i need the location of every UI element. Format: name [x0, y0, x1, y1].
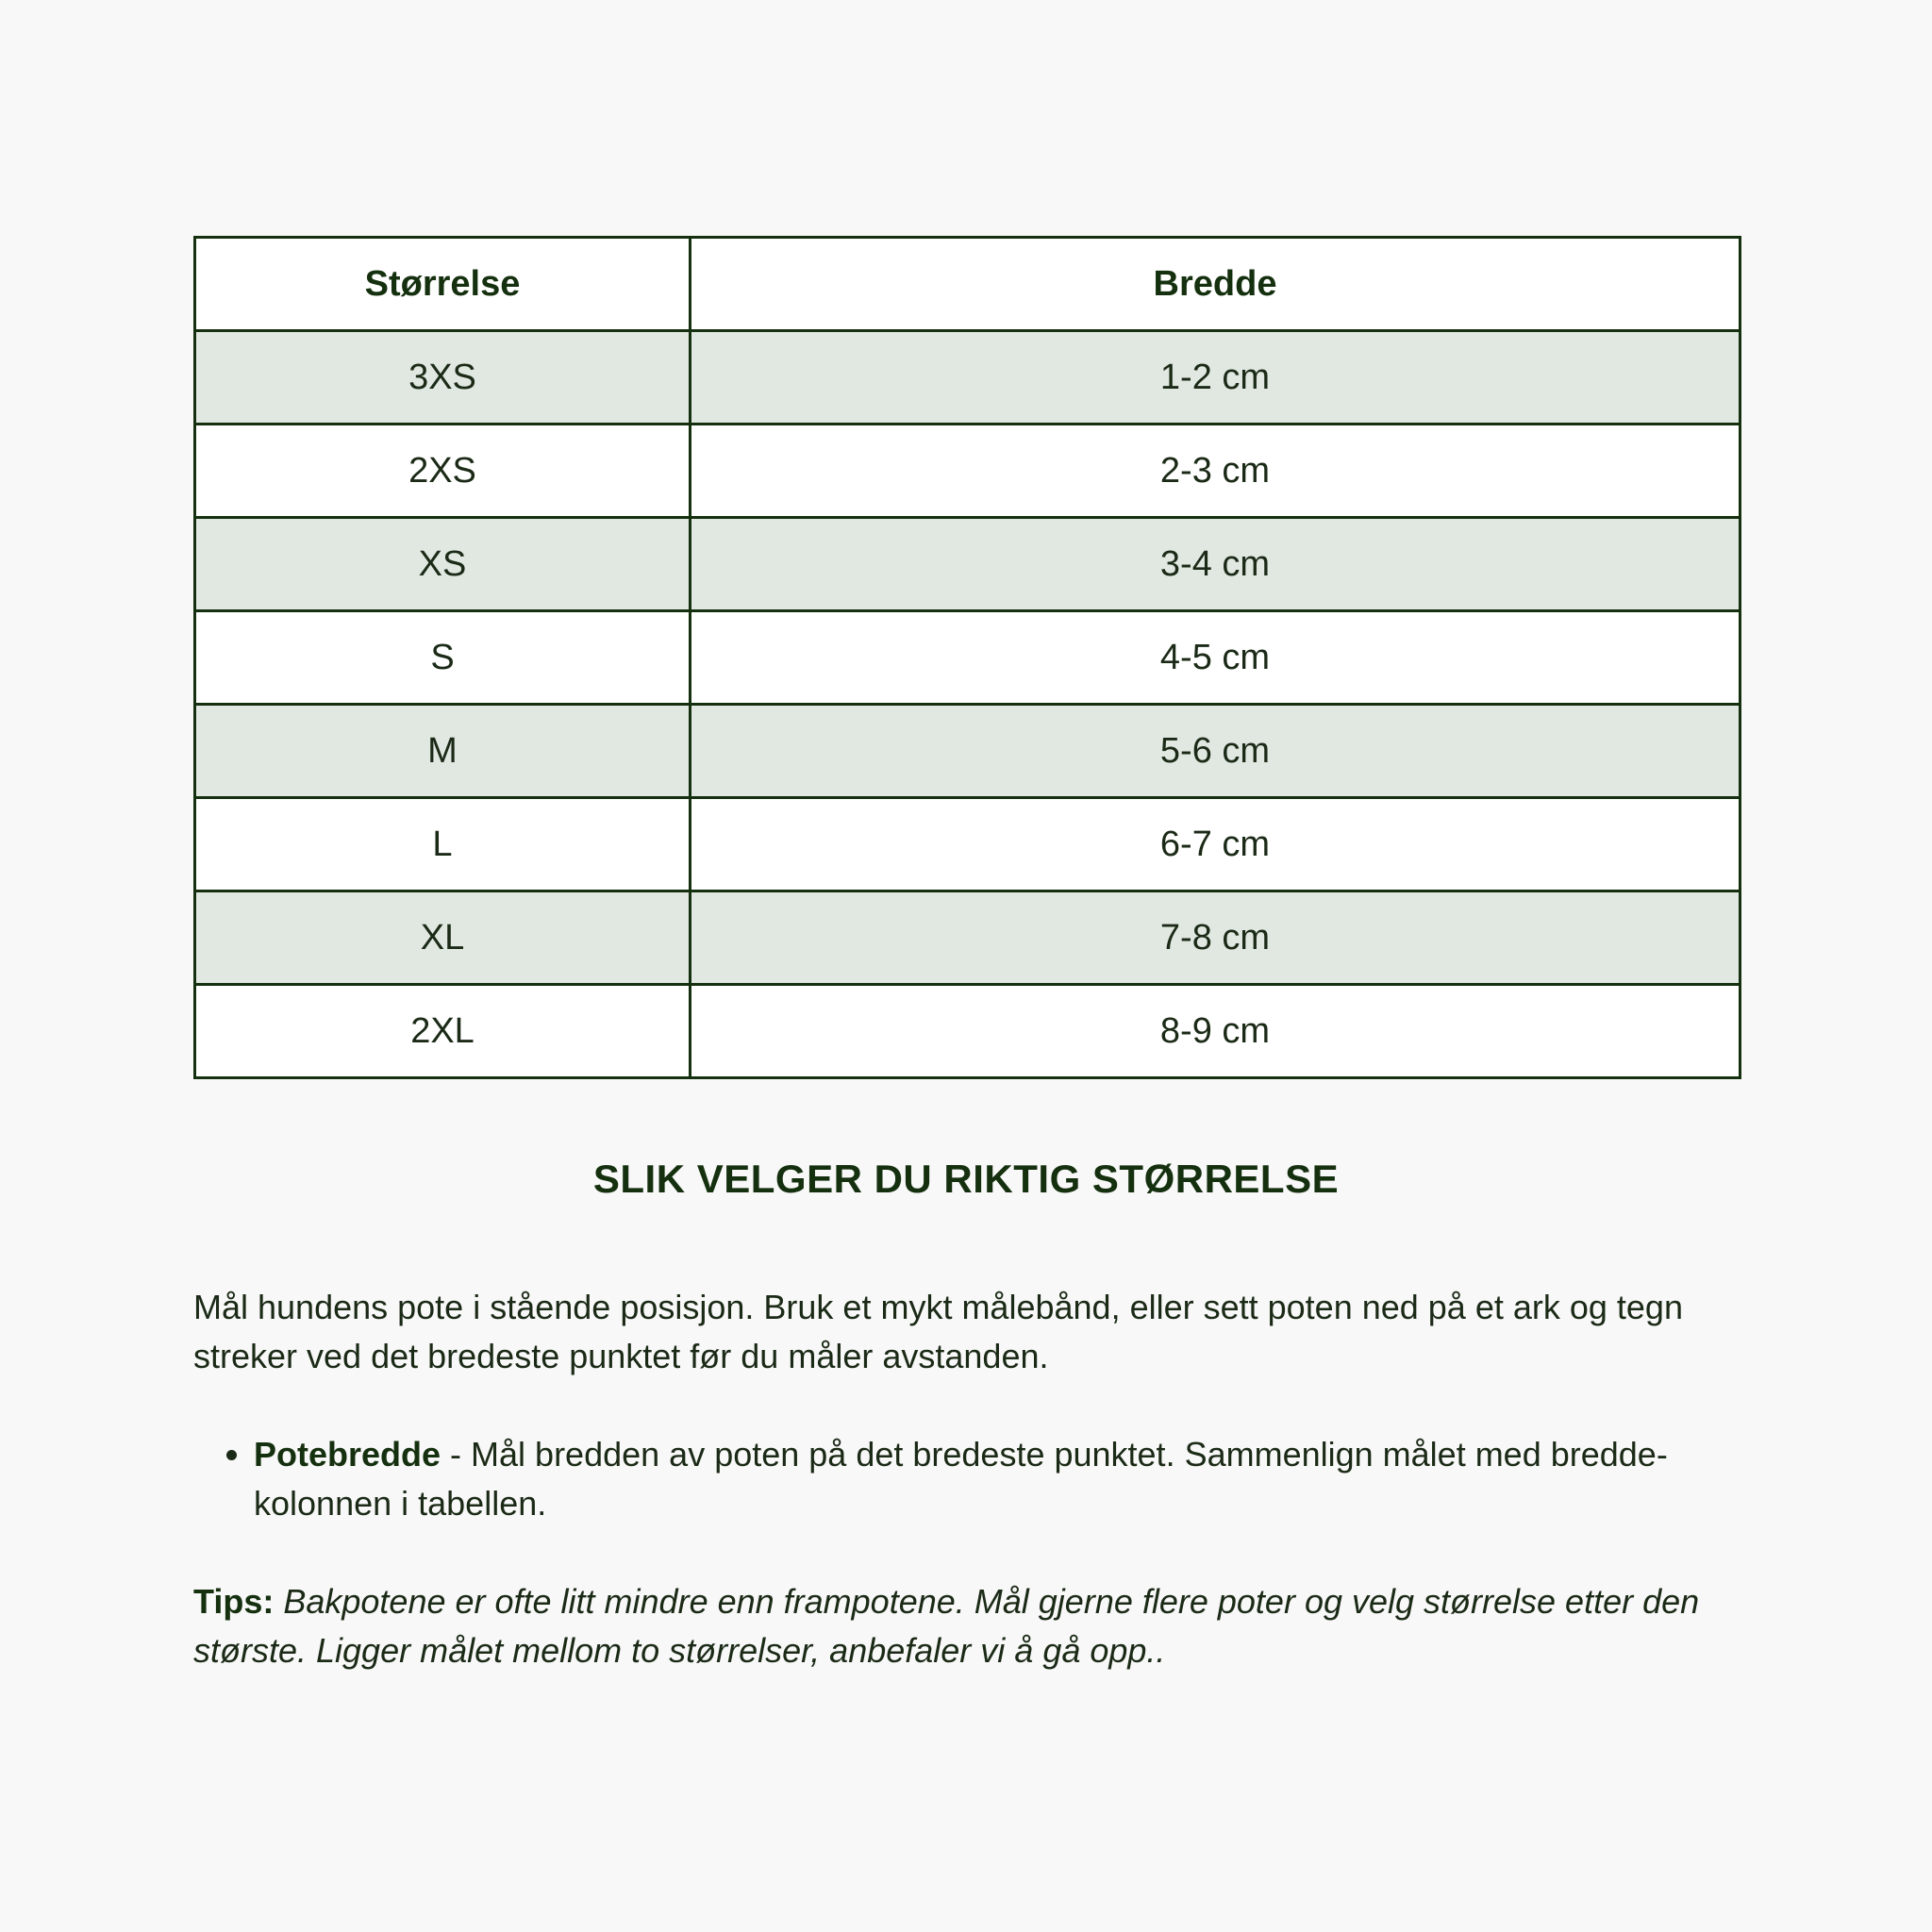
table-row [195, 425, 1740, 518]
width-cell: 3-4 cm [691, 518, 1740, 611]
width-cell: 5-6 cm [691, 705, 1740, 798]
list-item [254, 1430, 1739, 1528]
table-row [195, 798, 1740, 891]
size-table [193, 236, 1741, 1079]
guide-intro: Mål hundens pote i stående posisjon. Bruk et mykt målebånd, eller sett poten ned på et ark og tegn streker ved det bredeste punktet før du måler avstanden. [193, 1288, 1683, 1375]
guide-bullet-list [193, 1430, 1739, 1528]
table-row [195, 705, 1740, 798]
table-row [195, 611, 1740, 705]
size-cell: S [195, 611, 691, 705]
size-guide [193, 236, 1739, 1675]
width-cell: 8-9 cm [691, 985, 1740, 1078]
size-cell: XL [195, 891, 691, 985]
size-cell: 2XL [195, 985, 691, 1078]
table-row [195, 985, 1740, 1078]
size-cell: L [195, 798, 691, 891]
width-cell: 7-8 cm [691, 891, 1740, 985]
tips-paragraph [193, 1577, 1739, 1675]
size-cell: M [195, 705, 691, 798]
table-row [195, 518, 1740, 611]
bullet-term: Potebredde [254, 1435, 441, 1474]
width-cell: 6-7 cm [691, 798, 1740, 891]
size-cell: 3XS [195, 331, 691, 425]
tips-text: Bakpotene er ofte litt mindre enn frampotene. Mål gjerne flere poter og velg størrelse etter den største. Ligger målet mellom to størrelser, anbefaler vi å gå opp.. [193, 1582, 1700, 1670]
guide-heading: SLIK VELGER DU RIKTIG STØRRELSE [592, 1157, 1340, 1201]
width-cell: 2-3 cm [691, 425, 1740, 518]
table-row [195, 891, 1740, 985]
bullet-text: - Mål bredden av poten på det bredeste punktet. Sammenlign målet med bredde-kolonnen i tabellen. [254, 1435, 1668, 1523]
width-cell: 1-2 cm [691, 331, 1740, 425]
column-header-size: Størrelse [195, 238, 691, 331]
size-cell: 2XS [195, 425, 691, 518]
width-cell: 4-5 cm [691, 611, 1740, 705]
size-cell: XS [195, 518, 691, 611]
table-row [195, 331, 1740, 425]
tips-label: Tips: [193, 1582, 275, 1621]
table-header-row [195, 238, 1740, 331]
column-header-width: Bredde [691, 238, 1740, 331]
